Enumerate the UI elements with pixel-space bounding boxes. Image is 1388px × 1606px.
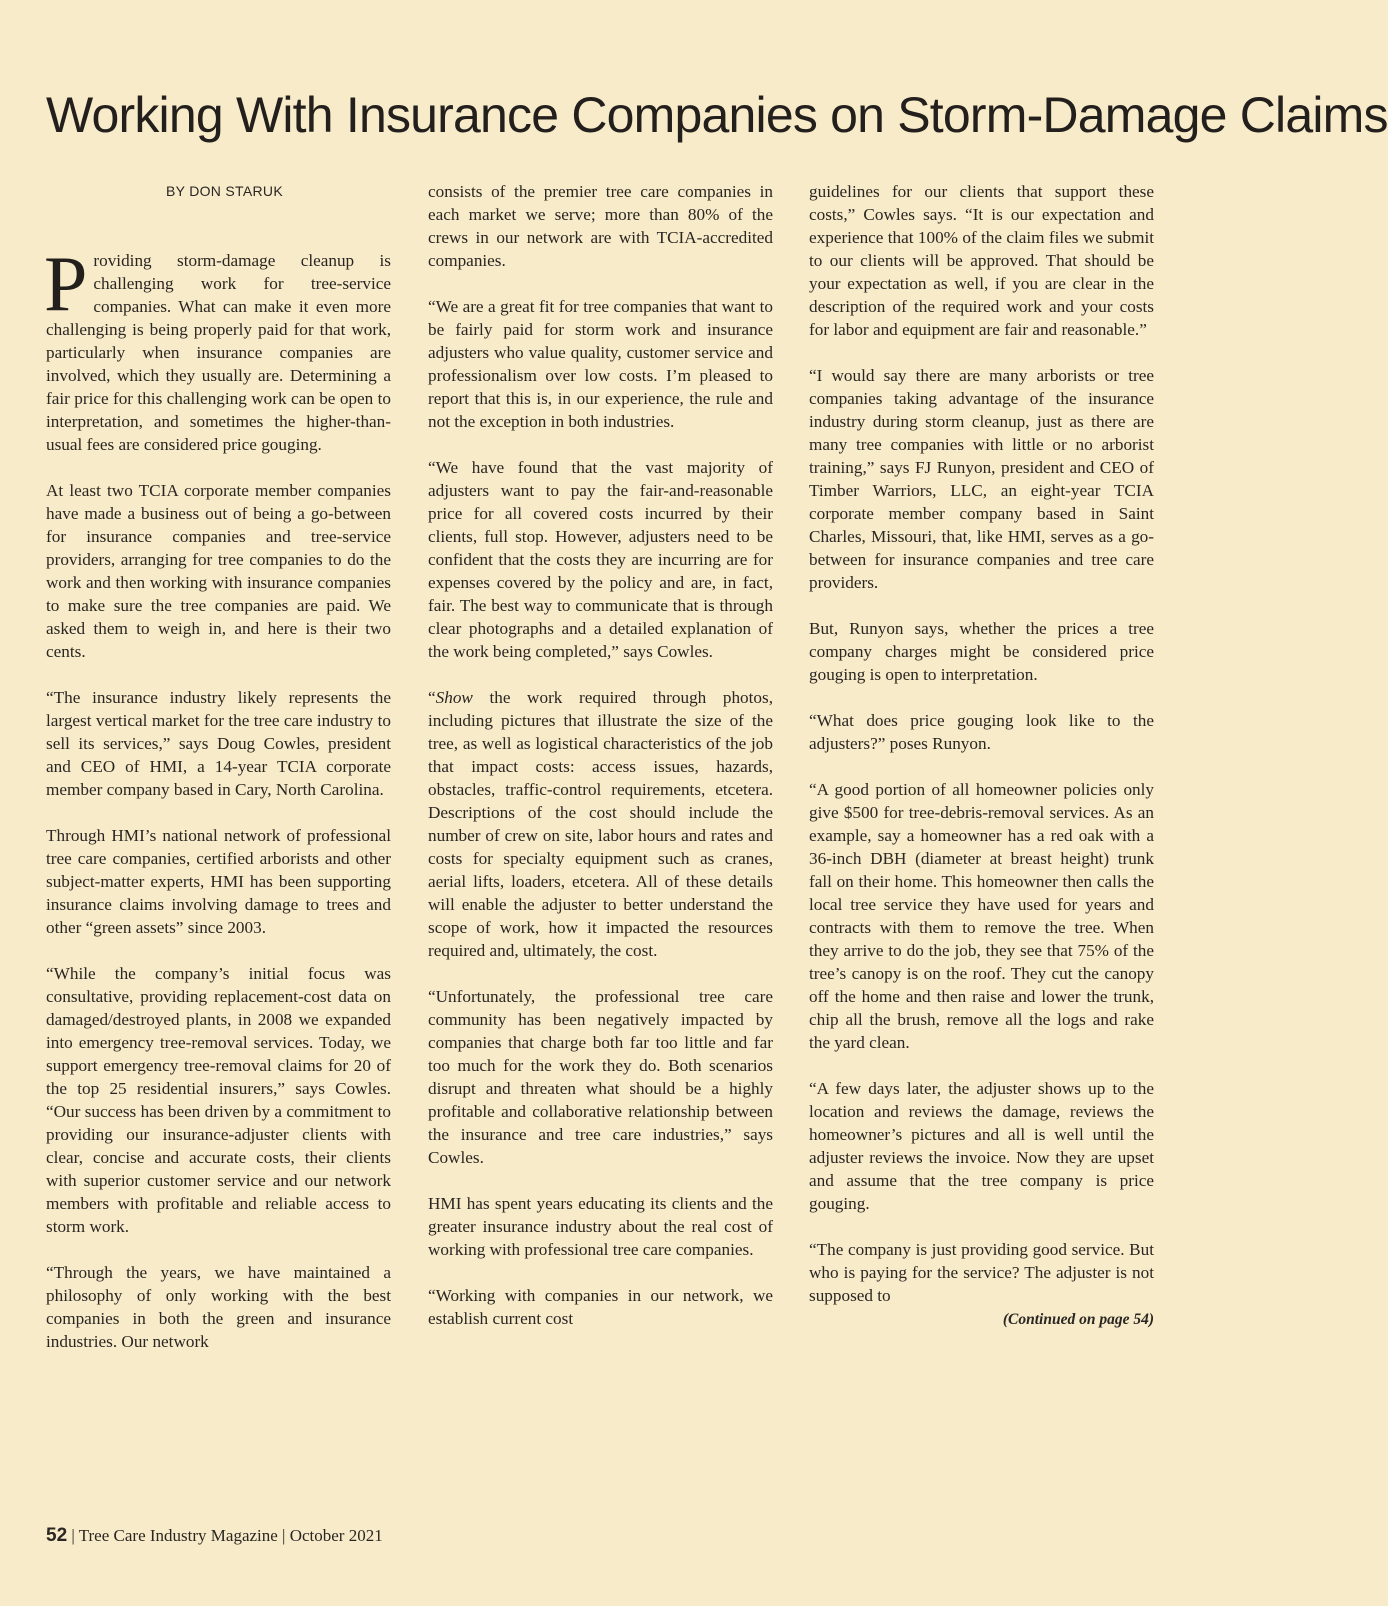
drop-cap: P (44, 240, 88, 327)
paragraph: “Show the work required through photos, including pictures that illustrate the size of the tree, as well as logistical characteristics of the job that impact costs: access issues, hazards, obstacles, traffic-control requirements, etcetera. Descriptions of the cost should include the number of crew on site, labor hours and rates and costs for specialty equipment such as cranes, aerial lifts, loaders, etcetera. All of these details will enable the adjuster to better understand the scope of work, how it impacted the resources required and, ultimately, the cost. (428, 688, 773, 960)
paragraph: guidelines for our clients that support these costs,” Cowles says. “It is our expectation and experience that 100% of the claim files we submit to our clients will be approved. That should be your expectation as well, if you are clear in the description of the required work and your costs for labor and equipment are fair and reasonable.” (809, 182, 1154, 339)
paragraph: “We are a great fit for tree companies that want to be fairly paid for storm work and insurance adjusters who value quality, customer service and professionalism over low costs. I’m pleased to report that this is, in our experience, the rule and not the exception in both industries. (428, 297, 773, 431)
paragraph: “What does price gouging look like to the adjusters?” poses Runyon. (809, 711, 1154, 753)
paragraph: At least two TCIA corporate member companies have made a business out of being a go-between for insurance companies and tree-service providers, arranging for tree companies to do the work and then working with insurance companies to make sure the tree companies are paid. We asked them to weigh in, and here is their two cents. (46, 481, 391, 661)
paragraph: consists of the premier tree care companies in each market we serve; more than 80% of the crews in our network are with TCIA-accredited companies. (428, 182, 773, 270)
footer-text: | Tree Care Industry Magazine | October 2021 (67, 1526, 383, 1545)
paragraph: “A few days later, the adjuster shows up to the location and reviews the damage, reviews the homeowner’s pictures and all is well until the adjuster reviews the invoice. Now they are upset and assume that the tree company is price gouging. (809, 1079, 1154, 1213)
paragraph: “Through the years, we have maintained a philosophy of only working with the best companies in both the green and insurance industries. Our network (46, 1263, 391, 1351)
article-title: Working With Insurance Companies on Storm-Damage Claims (46, 87, 1388, 143)
page-footer (46, 1524, 383, 1548)
paragraph: “We have found that the vast majority of adjusters want to pay the fair-and-reasonable price for all covered costs incurred by their clients, full stop. However, adjusters need to be confident that the costs they are incurring are for expenses covered by the policy and are, in fact, fair. The best way to communicate that is through clear photographs and a detailed explanation of the work being completed,” says Cowles. (428, 458, 773, 661)
paragraph: “While the company’s initial focus was consultative, providing replacement-cost data on damaged/destroyed plants, in 2008 we expanded into emergency tree-removal services. Today, we support emergency tree-removal claims for 20 of the top 25 residential insurers,” says Cowles. “Our success has been driven by a commitment to providing our insurance-adjuster clients with clear, concise and accurate costs, their clients with superior customer service and our network members with profitable and reliable access to storm work. (46, 964, 391, 1236)
paragraph: “A good portion of all homeowner policies only give $500 for tree-debris-removal services. As an example, say a homeowner has a red oak with a 36-inch DBH (diameter at breast height) trunk fall on their home. This homeowner then calls the local tree service they have used for years and contracts with them to remove the tree. When they arrive to do the job, they see that 75% of the tree’s canopy is on the roof. They cut the canopy off the home and then raise and lower the trunk, chip all the brush, remove all the logs and rake the yard clean. (809, 780, 1154, 1052)
column-3 (809, 180, 1154, 1331)
paragraph: “The company is just providing good service. But who is paying for the service? The adjuster is not supposed to (809, 1240, 1154, 1305)
paragraph: “The insurance industry likely represents the largest vertical market for the tree care industry to sell its services,” says Doug Cowles, president and CEO of HMI, a 14-year TCIA corporate member company based in Cary, North Carolina. (46, 688, 391, 799)
paragraph: “Unfortunately, the professional tree care community has been negatively impacted by companies that charge both far too little and far too much for the work they do. Both scenarios disrupt and threaten what should be a highly profitable and collaborative relationship between the insurance and tree care industries,” says Cowles. (428, 987, 773, 1167)
byline: BY DON STARUK (166, 183, 283, 199)
paragraph: Through HMI’s national network of professional tree care companies, certified arborists and other subject-matter experts, HMI has been supporting insurance claims involving damage to trees and other “green assets” since 2003. (46, 826, 391, 937)
paragraph: HMI has spent years educating its clients and the greater insurance industry about the real cost of working with professional tree care companies. (428, 1194, 773, 1259)
paragraph: But, Runyon says, whether the prices a tree company charges might be considered price gouging is open to interpretation. (809, 619, 1154, 684)
paragraph: Providing storm-damage cleanup is challenging work for tree-service companies. What can make it even more challenging is being properly paid for that work, particularly when insurance companies are involved, which they usually are. Determining a fair price for this challenging work can be open to interpretation, and sometimes the higher-than-usual fees are considered price gouging. (44, 240, 391, 454)
column-2 (428, 180, 773, 1353)
continued-note: (Continued on page 54) (1002, 1311, 1154, 1328)
paragraph: “Working with companies in our network, we establish current cost (428, 1286, 773, 1328)
paragraph: “I would say there are many arborists or tree companies taking advantage of the insurance industry during storm cleanup, just as there are many tree companies with little or no arborist training,” says FJ Runyon, president and CEO of Timber Warriors, LLC, an eight-year TCIA corporate member company based in Saint Charles, Missouri, that, like HMI, serves as a go-between for insurance companies and tree care providers. (809, 366, 1154, 592)
emphasis: Show (435, 688, 473, 707)
page-number: 52 (46, 1525, 68, 1546)
column-1 (46, 180, 391, 1376)
